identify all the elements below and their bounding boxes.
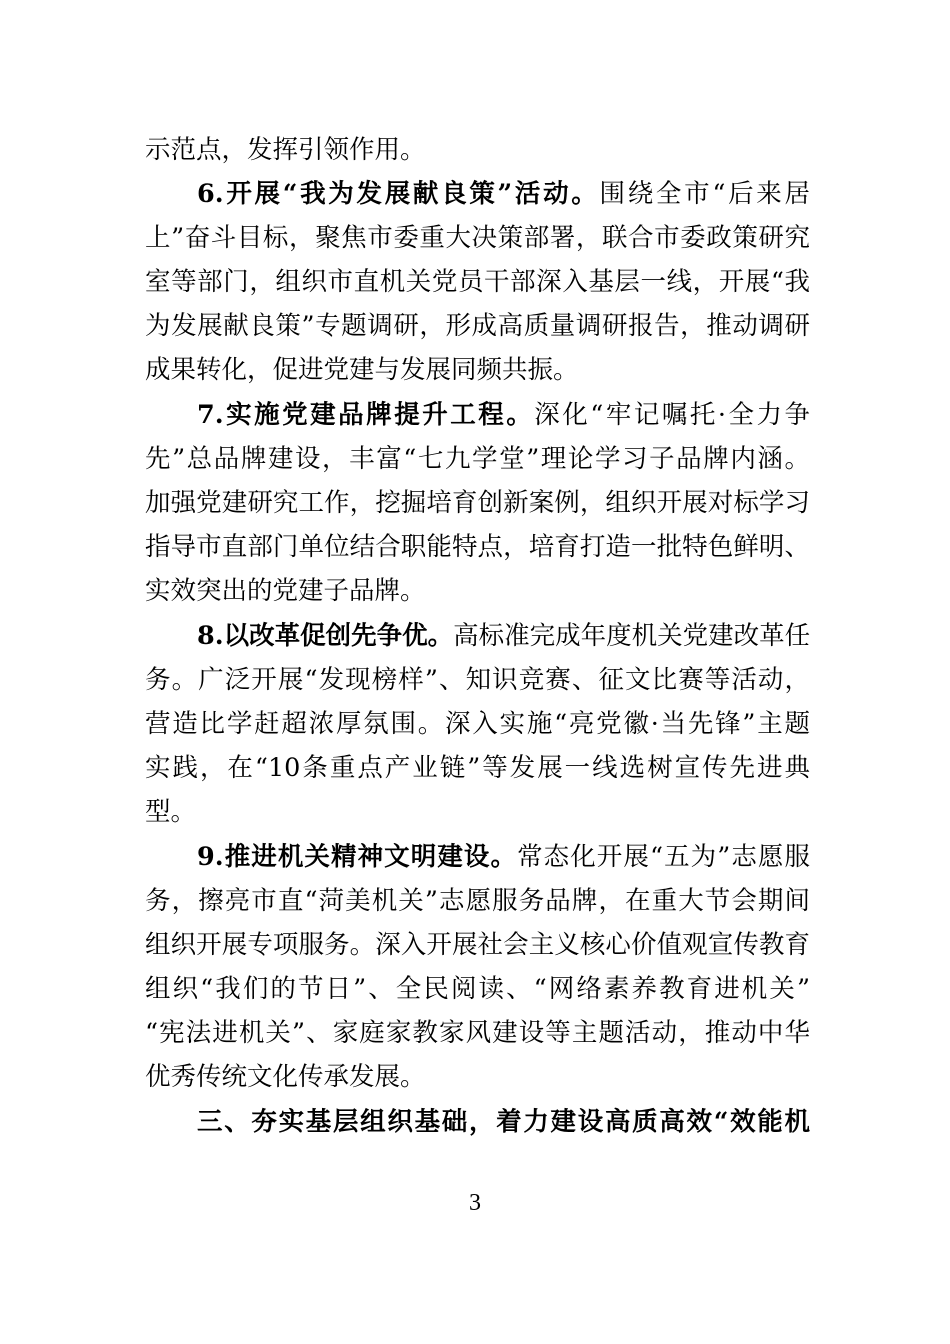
item-9-heading: 9.推进机关精神文明建设。 [197, 842, 518, 872]
item-8-heading: 8.以改革促创先争优。 [197, 621, 454, 651]
paragraph-line [145, 746, 810, 790]
line-text: 实效突出的党建子品牌。 [145, 576, 426, 606]
paragraph-line [145, 437, 810, 481]
line-text: 常态化开展“五为”志愿服 [517, 842, 810, 872]
paragraph-line [145, 923, 810, 967]
section-heading-text: 三、夯实基层组织基础，着力建设高质高效“效能机 [197, 1107, 810, 1137]
line-text: 上”奋斗目标，聚焦市委重大决策部署，联合市委政策研究 [145, 223, 810, 253]
paragraph-line [145, 304, 810, 348]
paragraph-line [145, 525, 810, 569]
line-text: 型。 [145, 797, 197, 827]
item-7-heading-line [197, 393, 810, 437]
paragraph-line [145, 128, 810, 172]
paragraph-line [145, 1055, 810, 1099]
paragraph-line [145, 348, 810, 392]
paragraph-line [145, 879, 810, 923]
line-text: 营造比学赶超浓厚氛围。深入实施“亮党徽·当先锋”主题 [145, 709, 810, 739]
item-6-heading: 6.开展“我为发展献良策”活动。 [197, 179, 600, 209]
line-text: “宪法进机关”、家庭家教家风建设等主题活动，推动中华 [145, 1018, 810, 1048]
line-text: 加强党建研究工作，挖掘培育创新案例，组织开展对标学习 [145, 488, 810, 518]
line-text: 组织“我们的节日”、全民阅读、“网络素养教育进机关” [145, 974, 810, 1004]
line-text: 为发展献良策”专题调研，形成高质量调研报告，推动调研 [145, 311, 810, 341]
line-text: 务。广泛开展“发现榜样”、知识竞赛、征文比赛等活动， [145, 665, 810, 695]
line-text: 围绕全市“后来居 [599, 179, 810, 209]
item-6-heading-line [197, 172, 810, 216]
paragraph-line [145, 260, 810, 304]
item-9-heading-line [197, 835, 810, 879]
paragraph-line [145, 658, 810, 702]
item-8-heading-line [197, 614, 810, 658]
line-text: 成果转化，促进党建与发展同频共振。 [145, 355, 579, 385]
line-text: 组织开展专项服务。深入开展社会主义核心价值观宣传教育 [145, 930, 810, 960]
line-text: 优秀传统文化传承发展。 [145, 1062, 426, 1092]
line-text: 高标准完成年度机关党建改革任 [453, 621, 811, 651]
paragraph-line [145, 967, 810, 1011]
line-text: 深化“牢记嘱托·全力争 [534, 400, 810, 430]
item-7-heading: 7.实施党建品牌提升工程。 [197, 400, 535, 430]
paragraph-line [145, 790, 810, 834]
paragraph-line [145, 569, 810, 613]
paragraph-line [145, 216, 810, 260]
paragraph-line [145, 702, 810, 746]
section-3-heading [197, 1100, 810, 1144]
line-text: 先”总品牌建设，丰富“七九学堂”理论学习子品牌内涵。 [145, 444, 810, 474]
line-text: 示范点，发挥引领作用。 [145, 135, 426, 165]
paragraph-line [145, 1011, 810, 1055]
line-text: 务，擦亮市直“菏美机关”志愿服务品牌，在重大节会期间 [145, 886, 810, 916]
line-text: 实践，在“10条重点产业链”等发展一线选树宣传先进典 [145, 753, 810, 783]
line-text: 指导市直部门单位结合职能特点，培育打造一批特色鲜明、 [145, 532, 810, 562]
paragraph-line [145, 481, 810, 525]
page-number: 3 [469, 1190, 481, 1216]
line-text: 室等部门，组织市直机关党员干部深入基层一线，开展“我 [145, 267, 810, 297]
